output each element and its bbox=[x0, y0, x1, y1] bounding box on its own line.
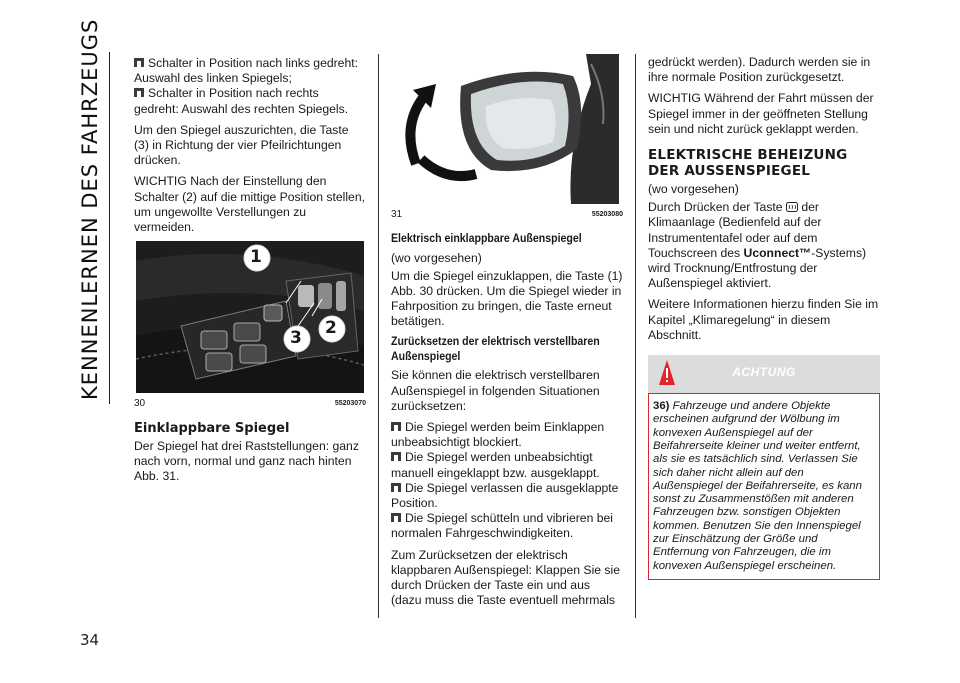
warning-text: Fahrzeuge und andere Objekte erscheinen aufgrund der Wölbung im konvexen Außenspiegel auf der Beifahrerseite kleiner und weiter entfernt, als sie es tatsächlich sind. Verlassen Sie sich daher nicht allein auf den Außenspiegel der Beifahrerseite, es kann sonst zu Zusammenstößen mit anderen Fahrzeugen bzw. sonstigen Objekten kommen. Benutzen Sie den Innenspiegel zur Einschätzung der Größe und Entfernung von Fahrzeugen, die im konvexen Außenspiegel erscheinen. bbox=[653, 400, 862, 572]
paragraph: Weitere Informationen hierzu finden Sie im Kapitel „Klimaregelung“ in diesem Abschnitt. bbox=[648, 297, 879, 342]
bullet-icon bbox=[391, 513, 401, 522]
warning-title: ACHTUNG bbox=[732, 365, 796, 380]
callout-1: 1 bbox=[250, 247, 262, 268]
figure-code: 55203070 bbox=[334, 400, 366, 408]
list-item: Die Spiegel werden beim Einklappen unbeabsichtigt blockiert. bbox=[391, 420, 605, 450]
warning-box bbox=[648, 393, 880, 580]
bullet-icon bbox=[391, 452, 401, 461]
list-item: Die Spiegel werden unbeabsichtigt manuell eingeklappt bzw. ausgeklappt. bbox=[391, 450, 600, 480]
column-divider bbox=[378, 54, 379, 618]
paragraph: WICHTIG Nach der Einstellung den Schalter (2) auf die mittige Position stellen, um ungewollte Verstellungen zu vermeiden. bbox=[134, 174, 365, 235]
warning-number: 36) bbox=[653, 400, 670, 413]
figure-code: 55203080 bbox=[591, 211, 623, 218]
list bbox=[391, 420, 623, 542]
list-item: Schalter in Position nach links gedreht: Auswahl des linken Spiegels; Schalter in Position nach rechts gedreht: Auswahl des rechten Spiegels. bbox=[134, 56, 359, 116]
paragraph: Durch Drücken der Taste der Klimaanlage (Bedienfeld auf der Instrumententafel oder auf dem Touchscreen des Uconnect™-Systems) wird Trocknung/Entfrostung der Außenspiegel aktiviert. bbox=[648, 200, 867, 291]
paragraph: WICHTIG Während der Fahrt müssen der Spiegel immer in der geöffneten Stellung sein und nicht zurück geklappt werden. bbox=[648, 91, 874, 136]
bullet-icon bbox=[134, 58, 144, 67]
figure-number: 31 bbox=[391, 209, 403, 220]
optional-note: (wo vorgesehen) bbox=[648, 182, 739, 197]
figure-number: 30 bbox=[134, 398, 146, 410]
section-heading: Zurücksetzen der elektrisch verstellbaren Außenspiegel bbox=[391, 336, 600, 364]
figure-caption bbox=[391, 207, 623, 222]
section-heading: Elektrisch einklappbare Außenspiegel bbox=[391, 233, 582, 246]
list-item: Die Spiegel verlassen die ausgeklappte Position. bbox=[391, 480, 619, 511]
paragraph: gedrückt werden). Dadurch werden sie in ihre normale Position zurückgesetzt. bbox=[648, 55, 871, 85]
section-title: KENNENLERNEN DES FAHRZEUGS bbox=[78, 18, 102, 400]
optional-note: (wo vorgesehen) bbox=[391, 251, 482, 266]
warning-header bbox=[648, 355, 880, 393]
rear-defrost-icon bbox=[786, 202, 798, 212]
brand-name: Uconnect™ bbox=[743, 245, 812, 260]
callout-2: 2 bbox=[325, 318, 337, 339]
list-item: Die Spiegel schütteln und vibrieren bei normalen Fahrgeschwindigkeiten. bbox=[391, 511, 613, 541]
bullet-icon bbox=[391, 422, 401, 431]
bullet-icon bbox=[391, 483, 401, 492]
mirror-illustration bbox=[391, 54, 619, 204]
column-1 bbox=[134, 56, 366, 490]
column-2 bbox=[391, 56, 623, 614]
bullet-icon bbox=[134, 88, 144, 97]
callout-3: 3 bbox=[290, 328, 302, 349]
page-number: 34 bbox=[80, 631, 100, 649]
section-divider bbox=[109, 52, 110, 404]
paragraph: Zum Zurücksetzen der elektrisch klappbaren Außenspiegel: Klappen Sie sie durch Drücken der Taste ein und aus (dazu muss die Taste eventuell mehrmals bbox=[391, 547, 621, 608]
paragraph: Der Spiegel hat drei Raststellungen: ganz nach vorn, normal und ganz nach hinten Abb. 31. bbox=[134, 438, 359, 484]
figure-caption bbox=[134, 396, 366, 411]
section-heading: ELEKTRISCHE BEHEIZUNG DER AUSSENSPIEGEL bbox=[648, 147, 848, 180]
section-heading: Einklappbare Spiegel bbox=[134, 421, 290, 437]
figure-mirror-switch bbox=[136, 241, 364, 393]
paragraph: Sie können die elektrisch verstellbaren Außenspiegel in folgenden Situationen zurücksetzen: bbox=[391, 368, 600, 413]
paragraph: Um die Spiegel einzuklappen, die Taste (1) Abb. 30 drücken. Um die Spiegel wieder in Fahrposition zu bringen, die Taste erneut betätigen. bbox=[391, 268, 623, 329]
column-divider bbox=[635, 54, 636, 618]
paragraph: Um den Spiegel auszurichten, die Taste (3) in Richtung der vier Pfeilrichtungen drücken. bbox=[134, 122, 349, 168]
column-3 bbox=[648, 55, 880, 580]
figure-folding-mirror bbox=[391, 54, 619, 204]
